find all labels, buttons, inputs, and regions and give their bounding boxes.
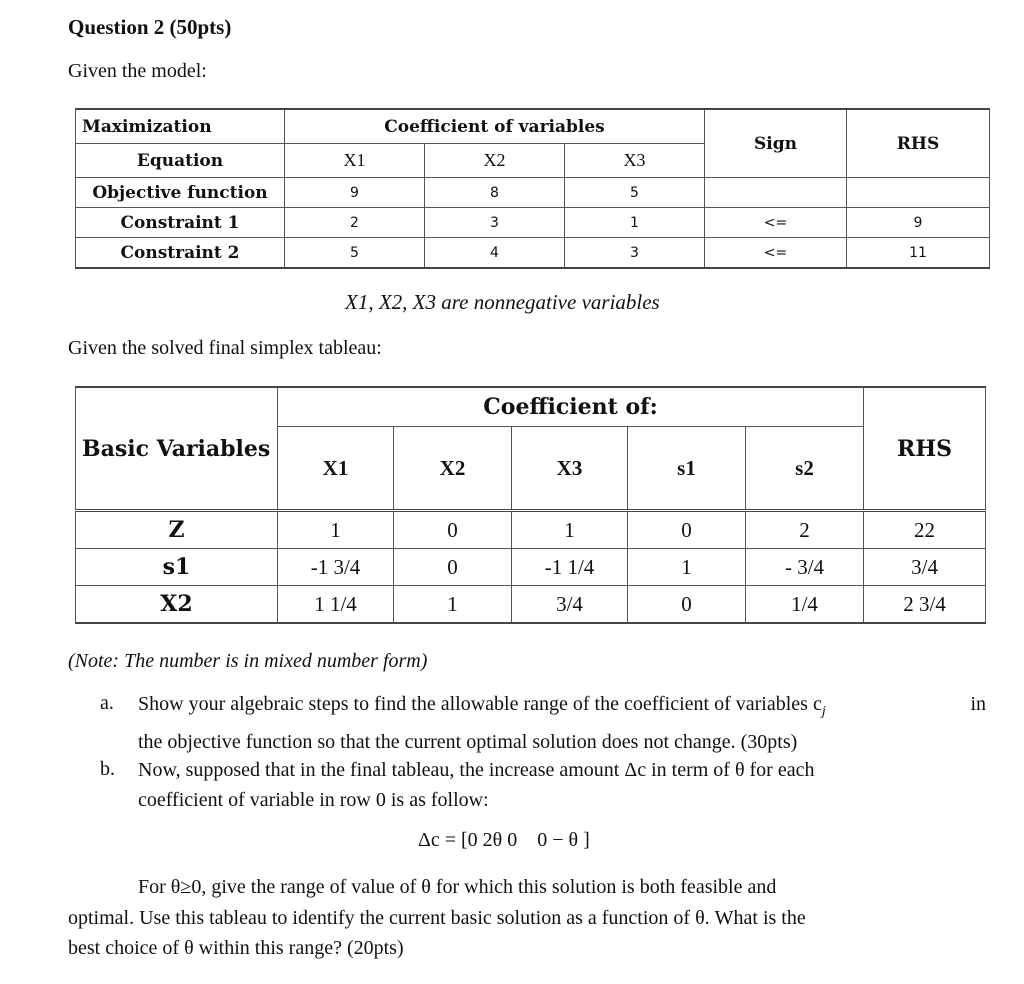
table-row — [76, 238, 990, 269]
cell-x2: 0 — [394, 549, 512, 586]
given-tableau-text: Given the solved final simplex tableau: — [68, 337, 382, 359]
var-x2-header: X2 — [425, 144, 565, 178]
table-row — [76, 208, 990, 238]
model-table — [75, 108, 990, 269]
paragraph-line3: best choice of θ within this range? (20pts) — [68, 937, 404, 959]
tableau-rhs-header: RHS — [864, 387, 986, 511]
cell-x3: -1 1/4 — [512, 549, 628, 586]
col-s1-header: s1 — [628, 427, 746, 511]
mixed-number-note: (Note: The number is in mixed number form) — [68, 650, 428, 672]
part-b-line2: coefficient of variable in row 0 is as follow: — [138, 789, 489, 811]
cell-x1: 9 — [285, 178, 425, 208]
part-b-line1: Now, supposed that in the final tableau, the increase amount Δc in term of θ for each — [138, 759, 815, 781]
nonnegative-note: X1, X2, X3 are nonnegative variables — [345, 290, 660, 314]
delta-c-equation: Δc = [0 2θ 0 0 − θ ] — [418, 829, 590, 851]
cell-x3: 1 — [512, 511, 628, 549]
var-x1-header: X1 — [285, 144, 425, 178]
col-x3-header: X3 — [512, 427, 628, 511]
cell-rhs: 3/4 — [864, 549, 986, 586]
cell-s2: 1/4 — [746, 586, 864, 624]
paragraph-line1: For θ≥0, give the range of value of θ for which this solution is both feasible and — [138, 876, 777, 898]
cell-s1: 0 — [628, 586, 746, 624]
basic-var-cell: s1 — [76, 549, 278, 586]
cell-rhs: 22 — [864, 511, 986, 549]
table-row — [76, 511, 986, 549]
cell-rhs: 2 3/4 — [864, 586, 986, 624]
cell-rhs — [847, 178, 990, 208]
equation-header: Equation — [76, 144, 285, 178]
part-b-label: b. — [100, 758, 115, 780]
maximization-header: Maximization — [76, 109, 285, 144]
cell-rhs: 9 — [847, 208, 990, 238]
sign-header: Sign — [705, 109, 847, 178]
cell-x2: 8 — [425, 178, 565, 208]
var-x3-header: X3 — [565, 144, 705, 178]
table-row — [76, 178, 990, 208]
cell-sign: <= — [705, 208, 847, 238]
basic-variables-header: Basic Variables — [76, 387, 278, 511]
cell-x1: 1 1/4 — [278, 586, 394, 624]
cell-sign: <= — [705, 238, 847, 269]
part-a-line1 — [138, 689, 988, 727]
coefficient-of-header: Coefficient of: — [278, 387, 864, 427]
rhs-header: RHS — [847, 109, 990, 178]
table-row — [76, 586, 986, 624]
cell-x2: 4 — [425, 238, 565, 269]
cell-x3: 1 — [565, 208, 705, 238]
cell-x1: -1 3/4 — [278, 549, 394, 586]
part-a-label: a. — [100, 692, 114, 714]
cell-x3: 3 — [565, 238, 705, 269]
row-label: Constraint 1 — [76, 208, 285, 238]
cell-x3: 5 — [565, 178, 705, 208]
cell-x1: 2 — [285, 208, 425, 238]
row-label: Objective function — [76, 178, 285, 208]
cell-x1: 1 — [278, 511, 394, 549]
coef-variables-header: Coefficient of variables — [285, 109, 705, 144]
cell-sign — [705, 178, 847, 208]
cell-s1: 0 — [628, 511, 746, 549]
basic-var-cell: X2 — [76, 586, 278, 624]
cell-x3: 3/4 — [512, 586, 628, 624]
cell-s1: 1 — [628, 549, 746, 586]
cell-s2: 2 — [746, 511, 864, 549]
part-a-line2: the objective function so that the current optimal solution does not change. (30pts) — [138, 731, 798, 753]
col-x2-header: X2 — [394, 427, 512, 511]
question-title: Question 2 (50pts) — [68, 15, 232, 39]
cell-s2: - 3/4 — [746, 549, 864, 586]
col-x1-header: X1 — [278, 427, 394, 511]
part-a-in: in — [970, 693, 986, 715]
subscript-j: j — [821, 704, 826, 719]
cell-x1: 5 — [285, 238, 425, 269]
table-row — [76, 549, 986, 586]
row-label: Constraint 2 — [76, 238, 285, 269]
cell-rhs: 11 — [847, 238, 990, 269]
col-s2-header: s2 — [746, 427, 864, 511]
given-model-text: Given the model: — [68, 60, 207, 82]
part-a-text: Show your algebraic steps to find the allowable range of the coefficient of variables c — [138, 693, 822, 715]
basic-var-cell: Z — [76, 511, 278, 549]
cell-x2: 3 — [425, 208, 565, 238]
paragraph-line2: optimal. Use this tableau to identify the current basic solution as a function of θ. What is the — [68, 907, 806, 929]
cell-x2: 1 — [394, 586, 512, 624]
simplex-tableau — [75, 386, 986, 624]
cell-x2: 0 — [394, 511, 512, 549]
